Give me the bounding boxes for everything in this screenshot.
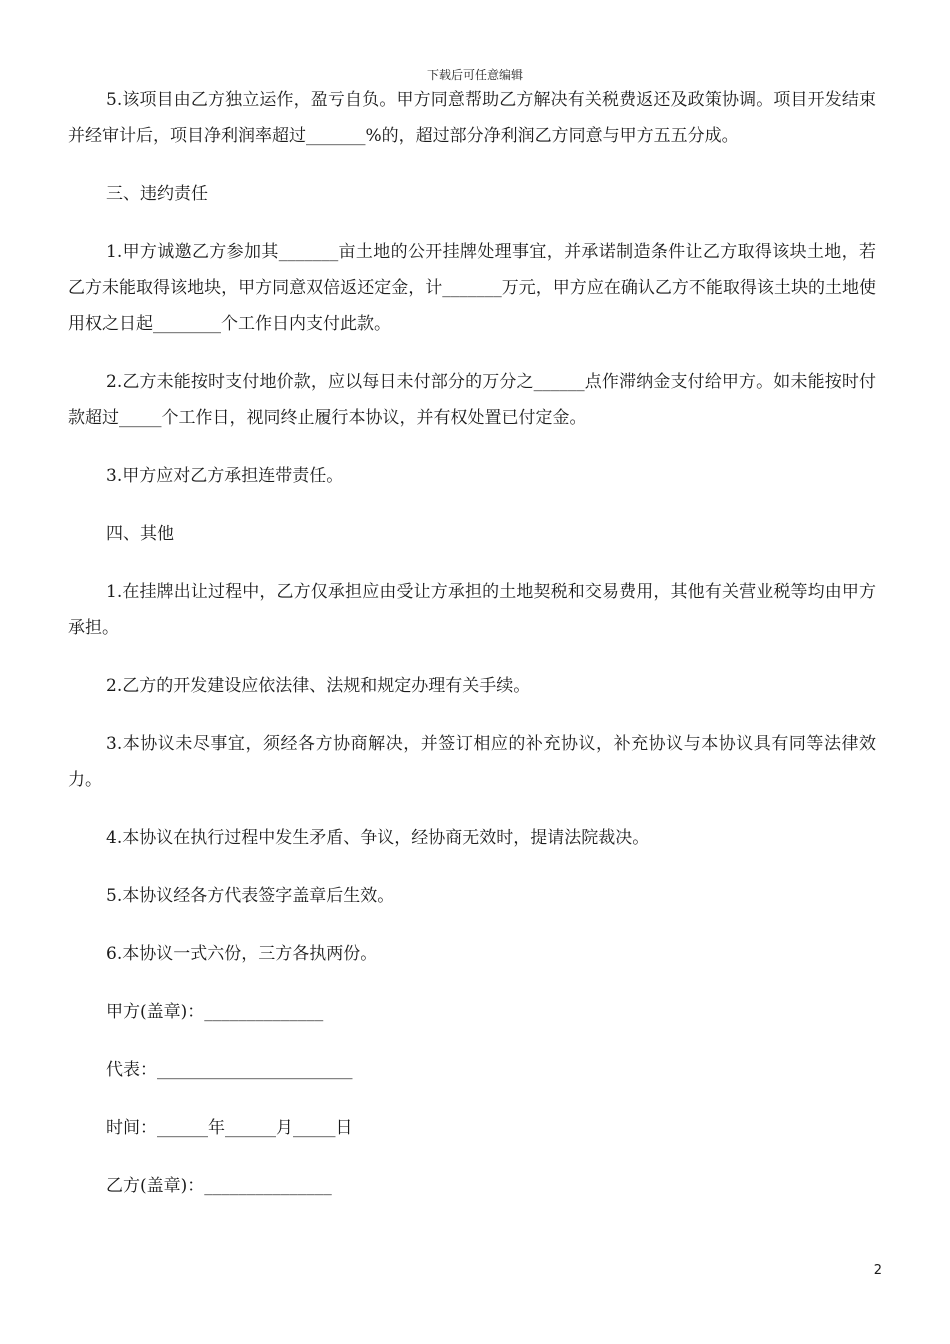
other-clause-4: 4.本协议在执行过程中发生矛盾、争议，经协商无效时，提请法院裁决。 [106, 828, 650, 848]
breach-clause-1: 1.甲方诚邀乙方参加其_______亩土地的公开挂牌处理事宜，并承诺制造条件让乙方取得该块土地，若乙方未能取得该地块，甲方同意双倍返还定金，计_______万元，甲方应在确认乙方不能取得该土块的土地使用权之日起________个工作日内支付此款。 [68, 242, 876, 334]
header-note: 下载后可任意编辑 [426, 68, 523, 82]
page-number: 2 [873, 1263, 882, 1278]
other-clause-1: 1.在挂牌出让过程中，乙方仅承担应由受让方承担的土地契税和交易费用，其他有关营业税等均由甲方承担。 [68, 582, 876, 638]
section-heading-other: 四、其他 [106, 524, 174, 544]
other-clause-5: 5.本协议经各方代表签字盖章后生效。 [106, 886, 395, 906]
other-clause-2: 2.乙方的开发建设应依法律、法规和规定办理有关手续。 [106, 676, 531, 696]
signature-representative: 代表：_______________________ [106, 1060, 353, 1080]
breach-clause-3: 3.甲方应对乙方承担连带责任。 [106, 466, 344, 486]
signature-party-a: 甲方(盖章)：______________ [106, 1002, 324, 1022]
document-body [68, 82, 876, 1204]
section-heading-breach: 三、违约责任 [106, 184, 208, 204]
other-clause-6: 6.本协议一式六份，三方各执两份。 [106, 944, 378, 964]
clause-5-profit-sharing: 5.该项目由乙方独立运作，盈亏自负。甲方同意帮助乙方解决有关税费返还及政策协调。项目开发结束并经审计后，项目净利润率超过_______%的，超过部分净利润乙方同意与甲方五五分成。 [68, 90, 876, 146]
signature-party-b: 乙方(盖章)：_______________ [106, 1176, 332, 1196]
breach-clause-2: 2.乙方未能按时支付地价款，应以每日未付部分的万分之______点作滞纳金支付给甲方。如未能按时付款超过_____个工作日，视同终止履行本协议，并有权处置已付定金。 [68, 372, 876, 428]
other-clause-3: 3.本协议未尽事宜，须经各方协商解决，并签订相应的补充协议，补充协议与本协议具有同等法律效力。 [68, 734, 876, 790]
signature-date: 时间：______年______月_____日 [106, 1118, 353, 1138]
